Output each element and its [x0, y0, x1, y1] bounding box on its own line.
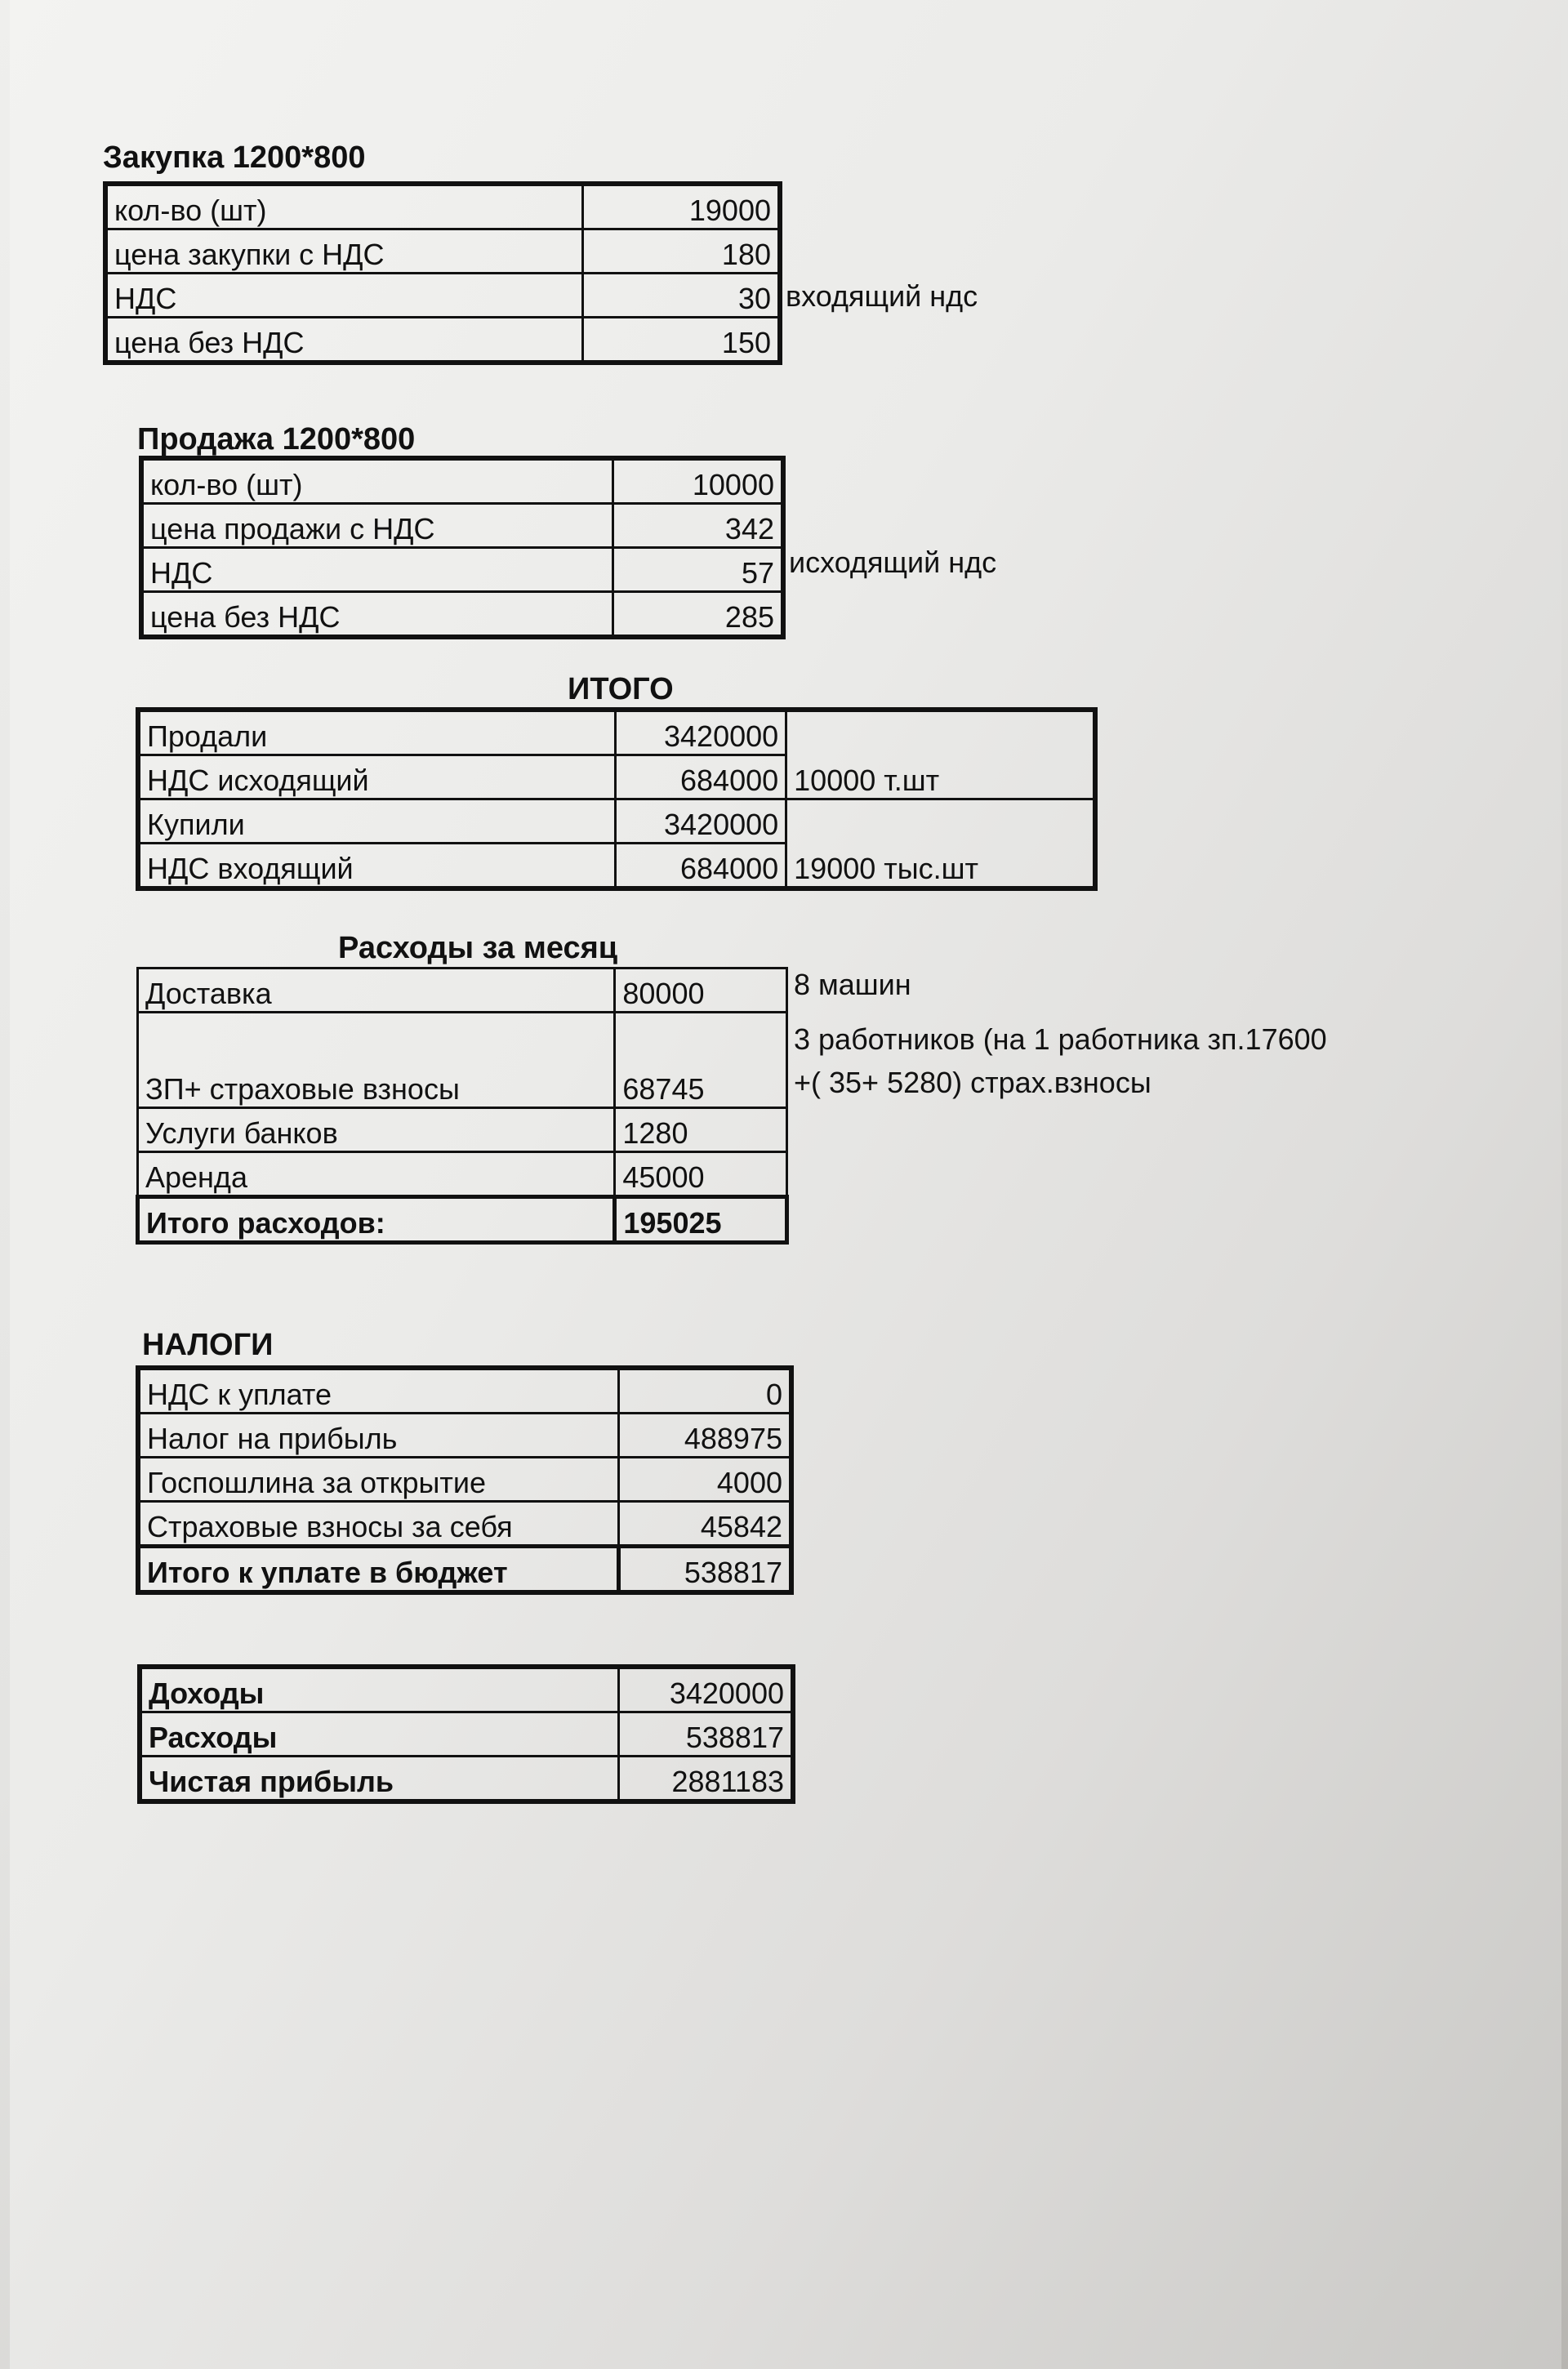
table-row: [138, 1414, 791, 1458]
taxes-table: [136, 1365, 794, 1595]
taxes-label: Госпошлина за открытие: [138, 1458, 618, 1502]
expenses-table: [136, 967, 789, 1245]
purchase-table: [103, 181, 782, 365]
table-row: [138, 1368, 791, 1414]
purchase-title: Закупка 1200*800: [103, 140, 366, 175]
purchase-label: цена без НДС: [105, 318, 582, 363]
table-row: [141, 458, 783, 504]
expenses-title: Расходы за месяц: [338, 931, 618, 965]
expenses-label: ЗП+ страховые взносы: [138, 1013, 615, 1108]
taxes-label: НДС к уплате: [138, 1368, 618, 1414]
taxes-value: 4000: [618, 1458, 791, 1502]
table-row: [138, 710, 1095, 755]
table-row: [138, 1108, 787, 1152]
summary-label: Расходы: [140, 1712, 619, 1757]
table-row: [105, 229, 780, 274]
expenses-total-label: Итого расходов:: [138, 1197, 615, 1243]
table-row: [138, 799, 1095, 844]
total-note: 10000 т.шт: [786, 755, 1095, 799]
total-label: Продали: [138, 710, 615, 755]
table-row: [140, 1757, 793, 1802]
sale-label: цена без НДС: [141, 592, 613, 638]
sale-label: цена продажи с НДС: [141, 504, 613, 548]
taxes-title: НАЛОГИ: [142, 1328, 274, 1362]
expenses-value: 80000: [615, 969, 787, 1013]
total-value: 3420000: [615, 710, 786, 755]
summary-label: Доходы: [140, 1667, 619, 1712]
total-label: НДС входящий: [138, 844, 615, 889]
total-title: ИТОГО: [568, 672, 674, 706]
sale-table: [139, 456, 786, 639]
sale-value: 57: [613, 548, 783, 592]
total-label: НДС исходящий: [138, 755, 615, 799]
table-row: [138, 844, 1095, 889]
summary-value: 3420000: [619, 1667, 793, 1712]
expenses-delivery-note: 8 машин: [794, 968, 911, 1001]
purchase-value: 180: [582, 229, 780, 274]
sale-value: 342: [613, 504, 783, 548]
expenses-value: 68745: [615, 1013, 787, 1108]
table-row: [138, 1013, 787, 1108]
purchase-label: НДС: [105, 274, 582, 318]
taxes-label: Страховые взносы за себя: [138, 1502, 618, 1547]
total-value: 3420000: [615, 799, 786, 844]
expenses-value: 45000: [615, 1152, 787, 1197]
taxes-total-value: 538817: [618, 1547, 791, 1593]
expenses-salary-note-line1: 3 работников (на 1 работника зп.17600: [794, 1022, 1327, 1056]
purchase-label: кол-во (шт): [105, 184, 582, 229]
sale-value: 10000: [613, 458, 783, 504]
summary-label: Чистая прибыль: [140, 1757, 619, 1802]
sale-title: Продажа 1200*800: [137, 422, 416, 456]
expenses-label: Услуги банков: [138, 1108, 615, 1152]
purchase-value: 30: [582, 274, 780, 318]
summary-value: 538817: [619, 1712, 793, 1757]
table-row: [141, 548, 783, 592]
total-label: Купили: [138, 799, 615, 844]
table-row: [105, 184, 780, 229]
table-row: [140, 1667, 793, 1712]
taxes-value: 0: [618, 1368, 791, 1414]
sale-value: 285: [613, 592, 783, 638]
summary-value: 2881183: [619, 1757, 793, 1802]
taxes-value: 45842: [618, 1502, 791, 1547]
table-row: [138, 1547, 791, 1593]
total-note: 19000 тыс.шт: [786, 844, 1095, 889]
sale-vat-note: исходящий ндс: [789, 545, 997, 579]
expenses-label: Аренда: [138, 1152, 615, 1197]
total-note: [786, 799, 1095, 844]
table-row: [140, 1712, 793, 1757]
table-row: [138, 969, 787, 1013]
taxes-total-label: Итого к уплате в бюджет: [138, 1547, 618, 1593]
table-row: [138, 1458, 791, 1502]
purchase-vat-note: входящий ндс: [786, 279, 978, 313]
expenses-label: Доставка: [138, 969, 615, 1013]
purchase-label: цена закупки с НДС: [105, 229, 582, 274]
taxes-value: 488975: [618, 1414, 791, 1458]
sale-label: кол-во (шт): [141, 458, 613, 504]
table-row: [141, 592, 783, 638]
taxes-label: Налог на прибыль: [138, 1414, 618, 1458]
expenses-salary-note-line2: +( 35+ 5280) страх.взносы: [794, 1066, 1152, 1099]
expenses-value: 1280: [615, 1108, 787, 1152]
expenses-total-value: 195025: [615, 1197, 787, 1243]
table-row: [138, 1152, 787, 1197]
sale-label: НДС: [141, 548, 613, 592]
table-row: [105, 318, 780, 363]
total-value: 684000: [615, 844, 786, 889]
total-note: [786, 710, 1095, 755]
table-row: [138, 1197, 787, 1243]
table-row: [105, 274, 780, 318]
total-value: 684000: [615, 755, 786, 799]
purchase-value: 150: [582, 318, 780, 363]
table-row: [138, 755, 1095, 799]
total-table: [136, 707, 1098, 891]
table-row: [138, 1502, 791, 1547]
purchase-value: 19000: [582, 184, 780, 229]
summary-table: [137, 1664, 795, 1804]
table-row: [141, 504, 783, 548]
